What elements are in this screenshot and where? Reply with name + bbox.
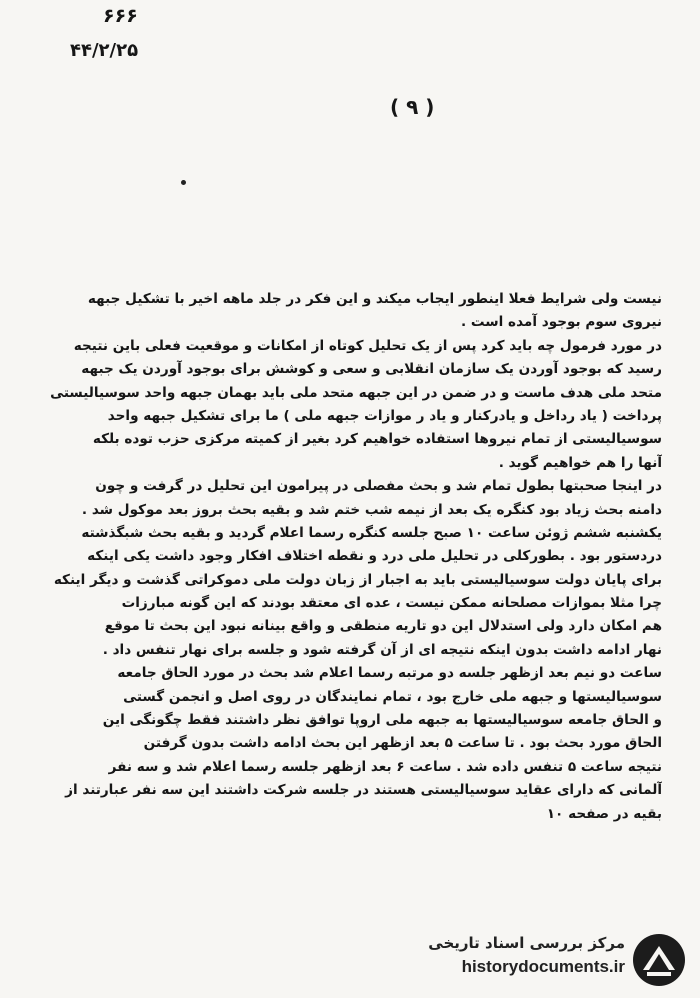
archive-url[interactable]: historydocuments.ir: [461, 957, 625, 976]
text-line: آلمانی که دارای عقاید سوسیالیستی هستند در جلسه شرکت داشتند این سه نفر عبارتند از: [65, 782, 662, 799]
text-line: در اینجا صحبتها بطول تمام شد و بحث مفصلی در پیرامون این تحلیل در گرفت و چون: [95, 478, 662, 495]
text-line: دامنه بحث زیاد بود کنگره یک بعد از نیمه شب ختم شد و بقیه بحث بروز بعد موکول شد .: [81, 501, 662, 518]
document-date: ۴۴/۲/۲۵: [70, 40, 139, 61]
text-line: متحد ملی هدف ماست و در ضمن در این جبهه متحد ملی باید بهمان جبهه واحد سوسیالیستی: [50, 384, 662, 401]
text-line: ساعت دو نیم بعد ازظهر جلسه دو مرتبه رسما اعلام شد بحث در مورد الحاق جامعه: [117, 665, 662, 682]
text-line: هم امکان دارد ولی استدلال این دو تاریه منطقی و واقع بینانه نبود این بحث تا موقع: [104, 618, 662, 635]
text-line: برای پایان دولت سوسیالیستی باید به اجبار از زبان دولت ملی دموکراتی گذشت و دیگر اینکه: [53, 571, 662, 588]
text-line: نتیجه ساعت ۵ تنفس داده شد . ساعت ۶ بعد ازظهر جلسه رسما اعلام شد و سه نفر: [108, 758, 662, 775]
text-line: سوسیالیستی از تمام نیروها استفاده خواهیم کرد بغیر از کمیته مرکزی حزب توده بلکه: [92, 431, 662, 448]
text-line: و الحاق جامعه سوسیالیستها به جبهه ملی اروپا توافق نظر داشتند فقط چگونگی این: [102, 712, 662, 729]
text-line: نیست ولی شرایط فعلا اینطور ایجاب میکند و این فکر در جلد ماهه اخیر با تشکیل جبهه: [87, 291, 662, 307]
text-line: سوسیالیستها و جبهه ملی خارج بود ، تمام نمایندگان در روی اصل و انجمن گستی: [123, 688, 662, 705]
text-line: یکشنبه ششم ژوئن ساعت ۱۰ صبح جلسه کنگره رسما اعلام گردید و بقیه بحث شبگذشته: [81, 524, 662, 541]
page-number: ۶۶۶: [103, 5, 138, 27]
ink-dot: [181, 180, 186, 185]
document-header: [0, 0, 260, 70]
body-text: [40, 288, 662, 826]
archive-name: مرکز بررسی اسناد تاریخی: [428, 934, 625, 952]
text-line: چرا مثلا بموازات مصلحانه ممکن نیست ، عده ای معتقد بودند که این گونه مبارزات: [121, 595, 662, 612]
text-line: نهار ادامه داشت بدون اینکه نتیجه ای از آن گرفته شود و جلسه برای نهار تنفس داد .: [102, 641, 662, 658]
text-line: الحاق مورد بحث بود . تا ساعت ۵ بعد ازظهر این بحث ادامه داشت بدون گرفتن: [143, 735, 662, 752]
section-marker: ( ۹ ): [390, 95, 435, 119]
text-line: در مورد فرمول چه باید کرد پس از یک تحلیل کوتاه از امکانات و موقعیت فعلی باین نتیجه: [73, 337, 662, 354]
archive-logo-icon: [631, 932, 687, 988]
text-line: دردستور بود . بطورکلی در تحلیل ملی درد و نقطه اختلاف افکار وجود داشت یکی اینکه: [87, 548, 662, 565]
text-line: بقیه در صفحه ۱۰: [546, 805, 662, 822]
text-line: پرداخت ( یاد رداخل و یادرکنار و یاد ر موازات جبهه ملی ) ما برای تشکیل جبهه واحد: [107, 407, 662, 424]
archive-footer: [410, 928, 695, 993]
text-line: نیروی سوم بوجود آمده است .: [461, 314, 662, 331]
text-line: آنها را هم خواهیم گوید .: [498, 454, 662, 471]
text-line: رسید که بوجود آوردن یک سازمان انقلابی و سعی و کوشش برای بوجود آوردن یک جبهه: [81, 361, 662, 378]
